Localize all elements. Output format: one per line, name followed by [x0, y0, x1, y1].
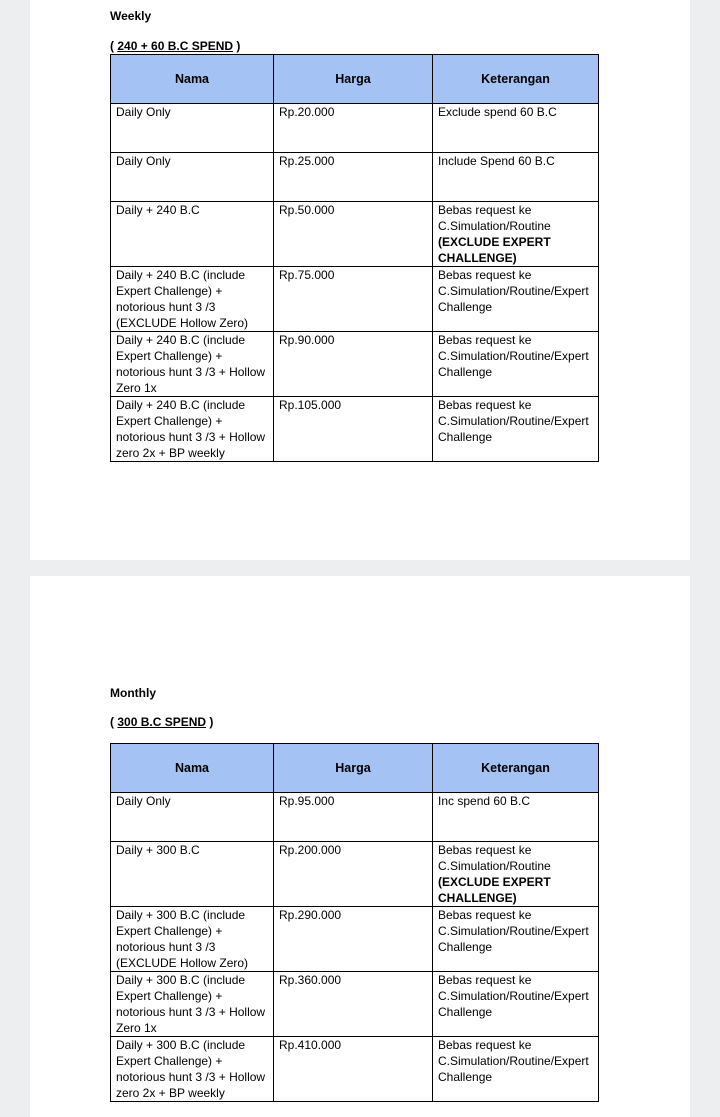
table-row: [111, 842, 599, 907]
header-harga: Harga: [274, 55, 433, 104]
cell-keterangan: Bebas request ke C.Simulation/Routine (EXCLUDE EXPERT CHALLENGE): [433, 842, 599, 907]
cell-keterangan: Bebas request ke C.Simulation/Routine/Expert Challenge: [433, 972, 599, 1037]
cell-nama: Daily + 300 B.C (include Expert Challenge) + notorious hunt 3 /3 + Hollow Zero 1x: [111, 972, 274, 1037]
cell-keterangan: Bebas request ke C.Simulation/Routine/Expert Challenge: [433, 397, 599, 462]
monthly-title: Monthly: [110, 686, 156, 700]
table-row: [111, 1037, 599, 1102]
table-header-row: [111, 744, 599, 793]
header-harga: Harga: [274, 744, 433, 793]
header-nama: Nama: [111, 744, 274, 793]
cell-nama: Daily + 300 B.C (include Expert Challenge) + notorious hunt 3 /3 (EXCLUDE Hollow Zero): [111, 907, 274, 972]
header-keterangan: Keterangan: [433, 744, 599, 793]
cell-harga: Rp.75.000: [274, 267, 433, 332]
cell-nama: Daily + 240 B.C (include Expert Challenge) + notorious hunt 3 /3 + Hollow zero 2x + BP weekly: [111, 397, 274, 462]
cell-harga: Rp.410.000: [274, 1037, 433, 1102]
cell-keterangan: Bebas request ke C.Simulation/Routine/Expert Challenge: [433, 1037, 599, 1102]
table-row: [111, 907, 599, 972]
cell-harga: Rp.25.000: [274, 153, 433, 202]
cell-nama: Daily Only: [111, 104, 274, 153]
cell-keterangan: Bebas request ke C.Simulation/Routine/Expert Challenge: [433, 332, 599, 397]
monthly-rows: [111, 793, 599, 1102]
table-row: [111, 332, 599, 397]
document-page-1: [30, 0, 690, 560]
cell-nama: Daily Only: [111, 793, 274, 842]
cell-keterangan: Include Spend 60 B.C: [433, 153, 599, 202]
table-row: [111, 153, 599, 202]
cell-keterangan: Inc spend 60 B.C: [433, 793, 599, 842]
cell-harga: Rp.20.000: [274, 104, 433, 153]
document-page-2: [30, 576, 690, 1117]
monthly-price-table: [110, 743, 599, 1102]
header-nama: Nama: [111, 55, 274, 104]
weekly-rows: [111, 104, 599, 462]
cell-keterangan: Exclude spend 60 B.C: [433, 104, 599, 153]
table-row: [111, 267, 599, 332]
cell-harga: Rp.290.000: [274, 907, 433, 972]
cell-nama: Daily + 300 B.C: [111, 842, 274, 907]
cell-nama: Daily + 240 B.C (include Expert Challenge) + notorious hunt 3 /3 (EXCLUDE Hollow Zero): [111, 267, 274, 332]
header-keterangan: Keterangan: [433, 55, 599, 104]
cell-nama: Daily Only: [111, 153, 274, 202]
weekly-title: Weekly: [110, 9, 152, 23]
weekly-price-table: [110, 54, 599, 462]
cell-harga: Rp.200.000: [274, 842, 433, 907]
cell-harga: Rp.50.000: [274, 202, 433, 267]
cell-harga: Rp.105.000: [274, 397, 433, 462]
cell-keterangan: Bebas request ke C.Simulation/Routine/Expert Challenge: [433, 907, 599, 972]
table-row: [111, 972, 599, 1037]
cell-nama: Daily + 240 B.C (include Expert Challenge) + notorious hunt 3 /3 + Hollow Zero 1x: [111, 332, 274, 397]
table-row: [111, 202, 599, 267]
table-row: [111, 104, 599, 153]
cell-keterangan: Bebas request ke C.Simulation/Routine (EXCLUDE EXPERT CHALLENGE): [433, 202, 599, 267]
weekly-spend-label: ( 240 + 60 B.C SPEND ): [110, 39, 241, 53]
table-header-row: [111, 55, 599, 104]
cell-harga: Rp.90.000: [274, 332, 433, 397]
table-row: [111, 397, 599, 462]
cell-harga: Rp.95.000: [274, 793, 433, 842]
table-row: [111, 793, 599, 842]
cell-nama: Daily + 240 B.C: [111, 202, 274, 267]
monthly-spend-label: ( 300 B.C SPEND ): [110, 715, 214, 729]
cell-nama: Daily + 300 B.C (include Expert Challenge) + notorious hunt 3 /3 + Hollow zero 2x + BP weekly: [111, 1037, 274, 1102]
cell-harga: Rp.360.000: [274, 972, 433, 1037]
cell-keterangan: Bebas request ke C.Simulation/Routine/Expert Challenge: [433, 267, 599, 332]
